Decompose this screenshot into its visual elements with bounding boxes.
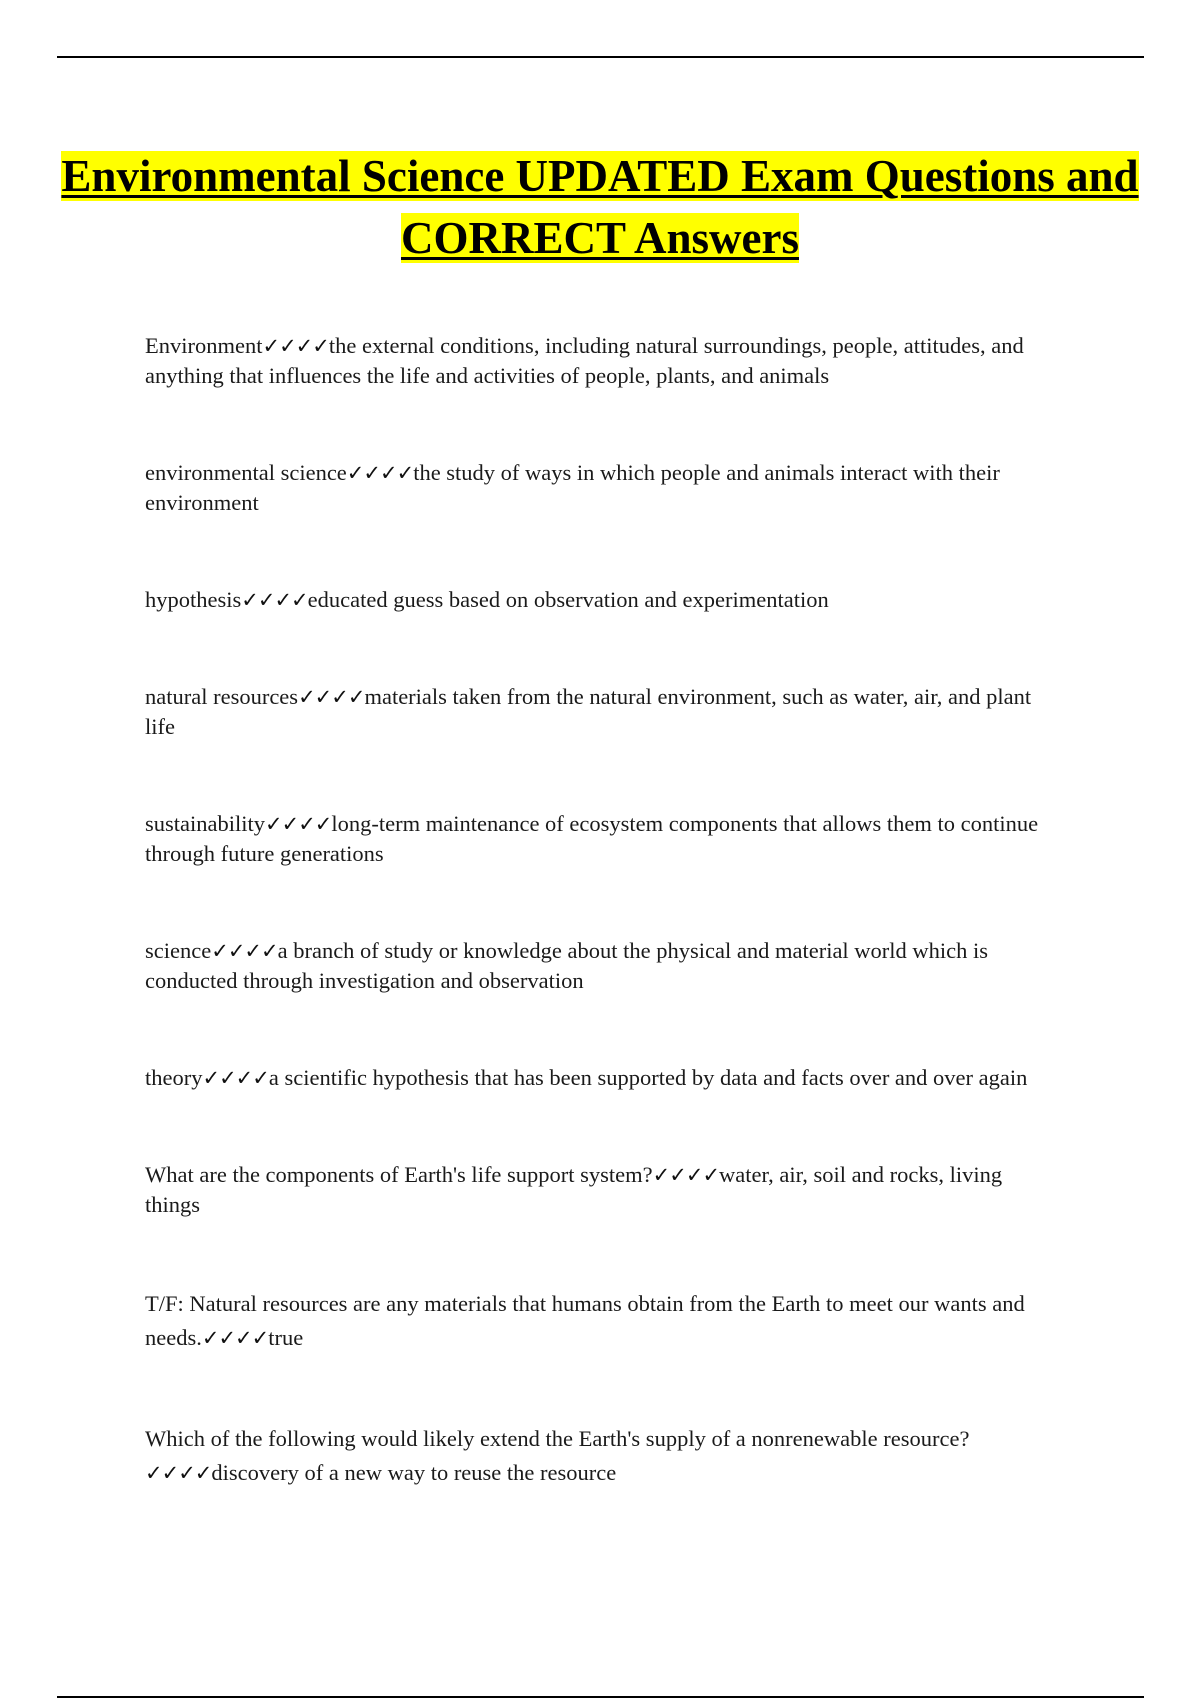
- entry-term: theory: [145, 1065, 203, 1090]
- bottom-rule: [57, 1696, 1144, 1698]
- entry-term: sustainability: [145, 811, 265, 836]
- checkmark-icon: ✓✓✓✓: [211, 939, 278, 963]
- qa-entry: [145, 809, 1060, 869]
- checkmark-icon: ✓✓✓✓: [202, 1066, 269, 1090]
- entry-definition: the study of ways in which people and animals interact with their environment: [145, 460, 1000, 515]
- qa-entry: [145, 1063, 1060, 1093]
- entry-term: T/F: Natural resources are any materials that humans obtain from the Earth to meet our wants and needs.: [145, 1291, 1025, 1350]
- entry-term: Environment: [145, 333, 263, 358]
- qa-entry: [145, 1287, 1060, 1355]
- qa-entry: [145, 331, 1060, 391]
- checkmark-icon: ✓✓✓✓: [241, 588, 308, 612]
- top-rule: [57, 56, 1144, 58]
- checkmark-icon: ✓✓✓✓: [298, 685, 365, 709]
- qa-entry: [145, 1160, 1060, 1220]
- qa-entry: [145, 585, 1060, 615]
- entry-term: environmental science: [145, 460, 347, 485]
- document-title: Environmental Science UPDATED Exam Questions and CORRECT Answers: [61, 151, 1139, 263]
- qa-entry: [145, 682, 1060, 742]
- checkmark-icon: ✓✓✓✓: [652, 1163, 720, 1187]
- qa-entry: [145, 936, 1060, 996]
- entry-term: science: [145, 938, 212, 963]
- entry-term: Which of the following would likely extend the Earth's supply of a nonrenewable resource?: [145, 1426, 970, 1451]
- title-block: [0, 145, 1200, 269]
- checkmark-icon: ✓✓✓✓: [201, 1326, 269, 1350]
- entry-definition: a scientific hypothesis that has been supported by data and facts over and over again: [268, 1065, 1028, 1090]
- entry-term: hypothesis: [145, 587, 242, 612]
- entry-definition: true: [268, 1325, 304, 1350]
- entry-definition: long-term maintenance of ecosystem components that allows them to continue through future generations: [145, 811, 1039, 866]
- qa-entry: [145, 1422, 1060, 1490]
- entry-definition: discovery of a new way to reuse the resource: [211, 1460, 617, 1485]
- entry-term: What are the components of Earth's life support system?: [145, 1162, 653, 1187]
- checkmark-icon: ✓✓✓✓: [346, 461, 414, 485]
- qa-entry: [145, 458, 1060, 518]
- entry-definition: the external conditions, including natural surroundings, people, attitudes, and anything that influences the life and activities of people, plants, and animals: [145, 333, 1024, 388]
- entry-definition: a branch of study or knowledge about the physical and material world which is conducted through investigation and observation: [145, 938, 989, 993]
- entry-term: natural resources: [145, 684, 299, 709]
- checkmark-icon: ✓✓✓✓: [262, 334, 329, 358]
- checkmark-icon: ✓✓✓✓: [265, 812, 332, 836]
- checkmark-icon: ✓✓✓✓: [145, 1461, 212, 1485]
- entry-definition: educated guess based on observation and experimentation: [307, 587, 829, 612]
- entry-definition: water, air, soil and rocks, living things: [145, 1162, 1003, 1217]
- qa-list: [145, 331, 1060, 1557]
- entry-definition: materials taken from the natural environment, such as water, air, and plant life: [145, 684, 1032, 739]
